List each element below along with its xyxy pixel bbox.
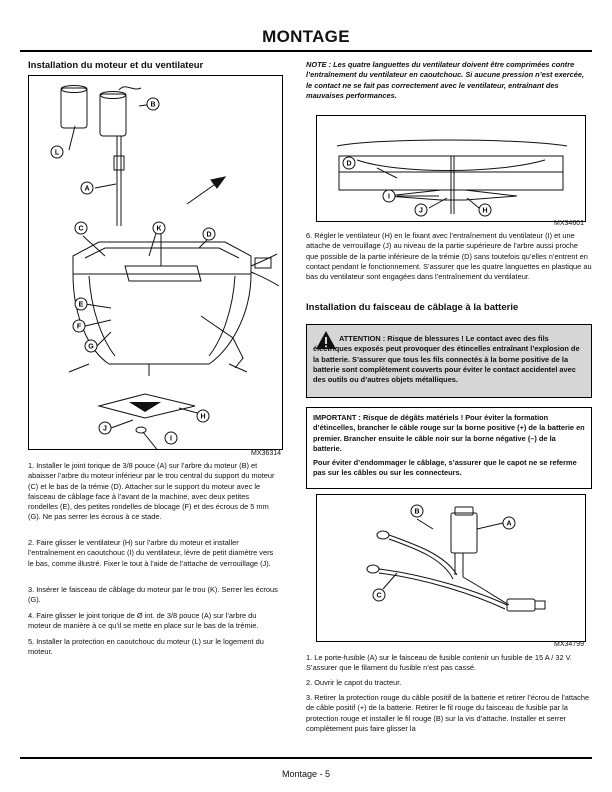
section-heading-battery-wiring: Installation du faisceau de câblage à la batterie: [306, 302, 519, 313]
battery-step-3: 3. Retirer la protection rouge du câble positif de la batterie et retirer l’écrou de l’attache de câble positif (+) de la batterie. Retirer le fil rouge du faisceau de fusible par la protection rouge et installer le fil rouge (B) sur la vis d’attache. Installer et serrer complètement puis faire glisser la: [306, 693, 590, 733]
fuse-harness-illustration: [317, 495, 585, 641]
callout-A: A: [84, 185, 90, 193]
callout-C: C: [376, 592, 382, 600]
figure-id-mx36314: MX36314: [251, 450, 281, 457]
callout-D: D: [206, 231, 212, 239]
important-box: [306, 407, 592, 489]
step-3: 3. Insérer le faisceau de câblage du moteur par le trou (K). Serrer les écrous (G).: [28, 585, 278, 605]
motor-fan-figure: [28, 75, 283, 450]
callout-D: D: [346, 160, 352, 168]
battery-step-2: 2. Ouvrir le capot du tracteur.: [306, 678, 402, 687]
figure-id-mx34601: MX34601: [554, 220, 584, 227]
callout-J: J: [103, 425, 107, 433]
callout-A: A: [506, 520, 512, 528]
callout-G: G: [88, 343, 94, 351]
step-5: 5. Installer la protection en caoutchouc du moteur (L) sur le logement du moteur.: [28, 637, 264, 657]
section-heading-motor-fan: Installation du moteur et du ventilateur: [28, 60, 204, 71]
page-title: MONTAGE: [262, 27, 350, 46]
callout-L: L: [54, 149, 60, 157]
callout-J: J: [419, 207, 423, 215]
callout-B: B: [150, 101, 156, 109]
battery-step-1: 1. Le porte-fusible (A) sur le faisceau de fusible contenir un fusible de 15 A / 32 V. S’assurer que le filament du fusible n’est pas cassé.: [306, 653, 572, 673]
callout-H: H: [200, 413, 206, 421]
callout-F: F: [76, 323, 82, 331]
callout-B: B: [414, 508, 420, 516]
note-fan-tabs: NOTE : Les quatre languettes du ventilateur doivent être comprimées contre l’entraînement du ventilateur en caoutchouc. Si aucune pression n’est exercée, le contact ne se fait pas correctement avec le ventilateur, entraînant des mauvaises performances.: [306, 60, 585, 100]
callout-E: E: [78, 301, 84, 309]
fuse-harness-figure: [316, 494, 586, 642]
warning-box: [306, 324, 592, 398]
important-text-1: IMPORTANT : Risque de dégâts matériels ! Pour éviter la formation d’étincelles, brancher le câble rouge sur la borne positive (+) de la batterie en premier. Brancher ensuite le câble noir sur la borne négative (–) de la batterie.: [313, 413, 585, 453]
step-6: 6. Régler le ventilateur (H) en le fixant avec l’entraînement du ventilateur (I) et une attache de verrouillage (J) au niveau de la partie supérieure de l’arbre aussi proche que possible de la partie inférieure de la trémie (D) sans toutefois qu’elles n’entrent en contact pendant le fonctionnement. S’assurer que les quatre languettes en plastique au bas du ventilateur sont engagées dans l’entraînement du ventilateur.: [306, 231, 592, 282]
important-text-2: Pour éviter d’endommager le câblage, s’assurer que le capot ne se referme pas sur les câbles ou sur les connecteurs.: [313, 458, 577, 478]
step-1: 1. Installer le joint torique de 3/8 pouce (A) sur l’arbre du moteur (B) et abaisser l’arbre du moteur inférieur par le trou central du support du moteur (C) et le bas de la trémie (D). Attacher sur le support du moteur avec le faisceau de câblage face à l’avant de la machine, avec deux petites rondelles (E), des petites rondelles de blocage (F) et des écrous de 5 mm (G). Ne pas serrer les écrous à ce stade.: [28, 461, 275, 522]
fan-adjust-figure: [316, 115, 586, 222]
footer-rule: [20, 757, 592, 759]
callout-K: K: [156, 225, 162, 233]
motor-fan-illustration: [29, 76, 282, 449]
callout-I: I: [388, 193, 390, 201]
callout-I: I: [170, 435, 172, 443]
callout-C: C: [78, 225, 84, 233]
figure-id-mx34799: MX34799: [554, 641, 584, 648]
page-footer: Montage - 5: [281, 769, 331, 779]
step-2: 2. Faire glisser le ventilateur (H) sur l’arbre du moteur et installer l’entraînement en caoutchouc (I) du ventilateur, lèvre de petit diamètre vers le bas, comme illustré. Fixer le tout à l’aide de l’attache de verrouillage (J).: [28, 538, 274, 568]
callout-H: H: [482, 207, 488, 215]
fan-adjust-illustration: [317, 116, 585, 221]
title-rule-top: [20, 50, 592, 52]
warning-text: ATTENTION : Risque de blessures ! Le contact avec des fils électriques exposés peut provoquer des étincelles entraînant l’explosion de la batterie. S’assurer que tous les fils connectés à la borne positive de la batterie sont complètement couverts pour éviter le contact accidentel avec des outils ou d’autres objets métalliques.: [313, 334, 580, 385]
step-4: 4. Faire glisser le joint torique de Ø int. de 3/8 pouce (A) sur l’arbre du moteur de manière à ce qu’il se mette en place sur le bas de la trémie.: [28, 611, 259, 631]
